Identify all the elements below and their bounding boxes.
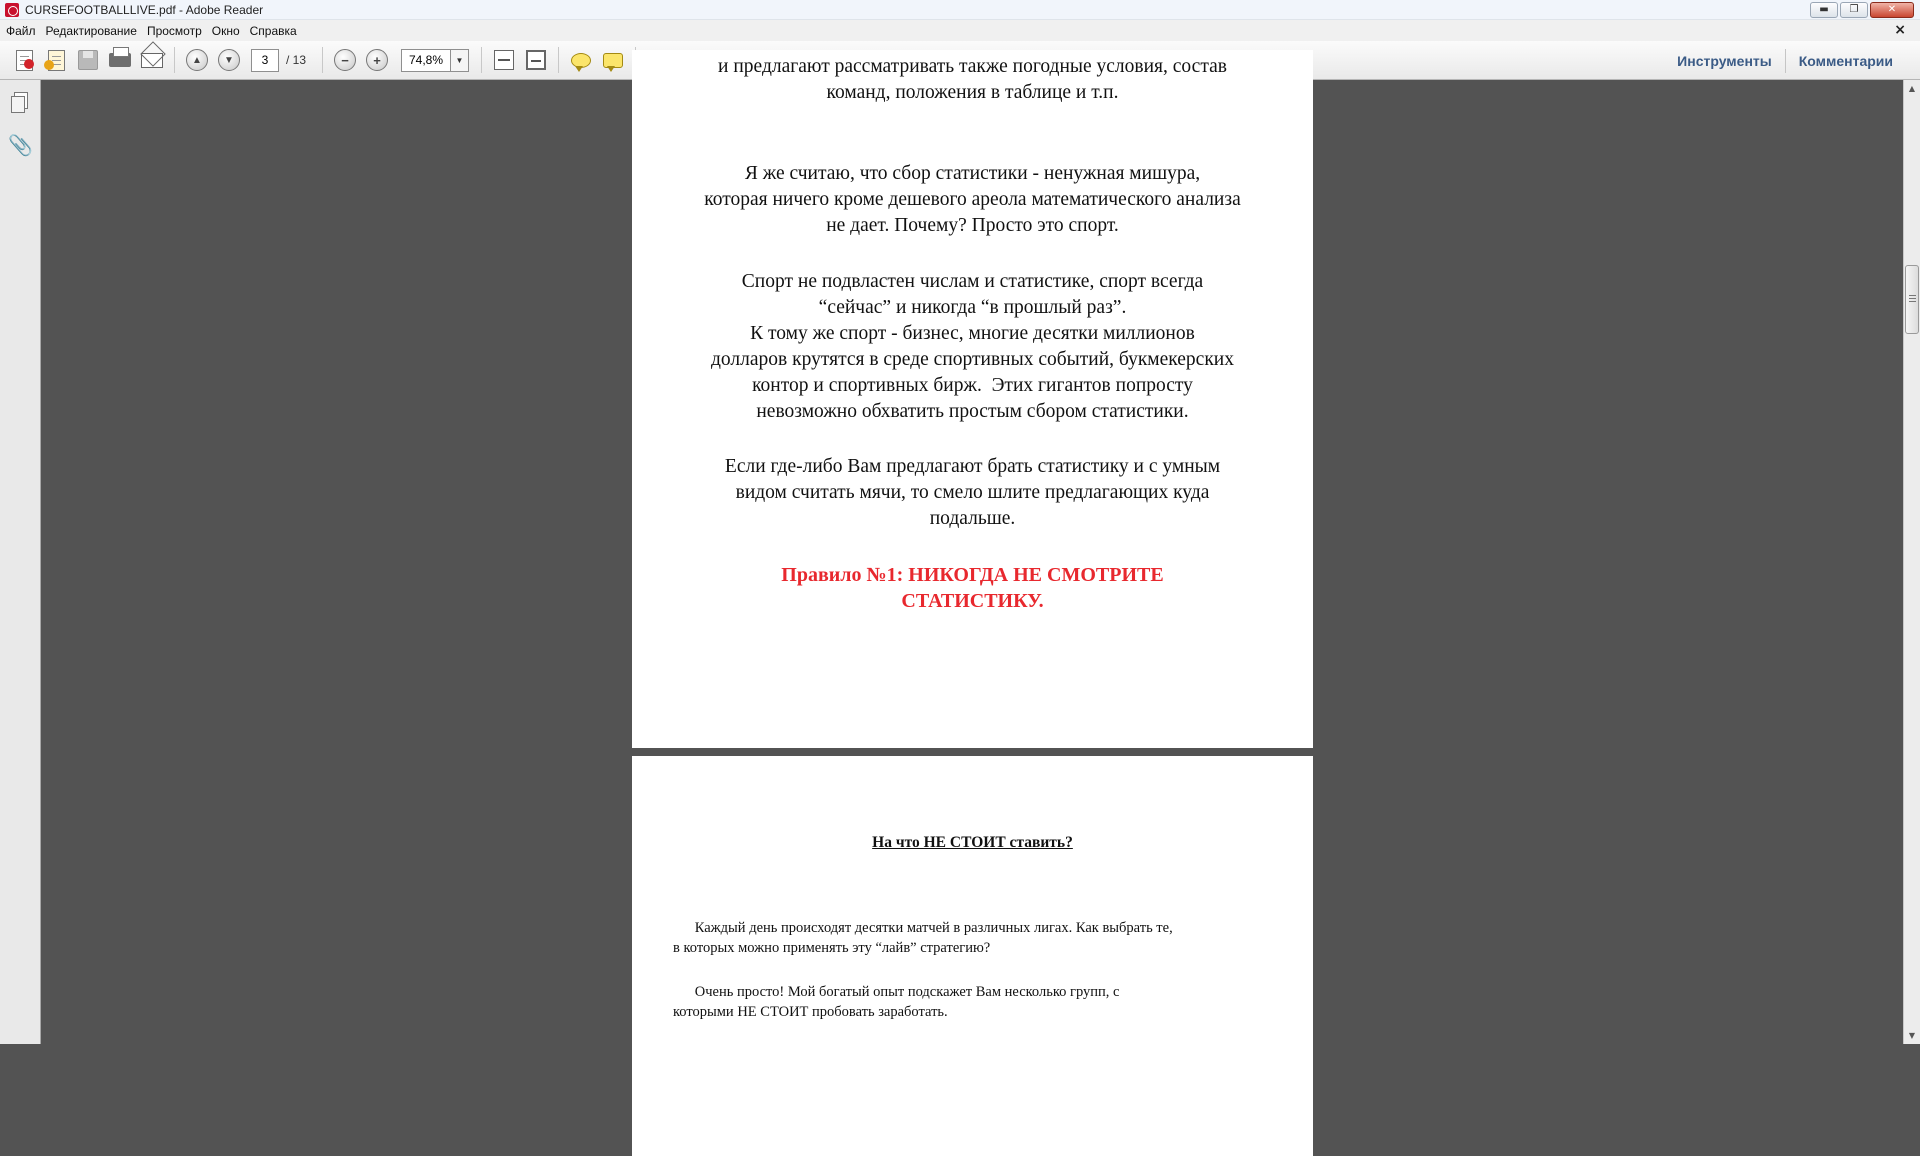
vertical-scrollbar[interactable] (1903, 80, 1920, 1044)
minus-icon: − (334, 49, 356, 71)
folder-badge-icon (44, 60, 54, 70)
title-bar (0, 0, 1920, 20)
page-total: / 13 (286, 53, 307, 67)
paragraph: Я же считаю, что сбор статистики - ненужная мишура, которая ничего кроме дешевого ареола математического анализа не дает. Почему? Просто это спорт. (704, 163, 1241, 236)
arrow-down-icon: ▼ (218, 49, 240, 71)
next-page-button[interactable] (216, 47, 242, 73)
maximize-button[interactable]: ❐ (1840, 2, 1868, 18)
menu-window[interactable]: Окно (211, 23, 240, 38)
right-panel-tabs (1664, 41, 1906, 80)
menu-view[interactable]: Просмотр (146, 23, 202, 38)
zoom-in-button[interactable] (364, 47, 390, 73)
scroll-up-arrow-icon[interactable]: ▲ (1908, 84, 1916, 93)
highlight-pen-icon (603, 53, 623, 68)
minimize-button[interactable]: ▬ (1810, 2, 1838, 18)
printer-icon (109, 53, 131, 67)
toolbar-separator (558, 47, 559, 73)
zoom-input[interactable]: 74,8% (401, 49, 451, 72)
tab-tools[interactable]: Инструменты (1677, 52, 1772, 69)
scroll-mode-button[interactable] (491, 47, 517, 73)
section-heading: На что НЕ СТОИТ ставить? (872, 834, 1073, 851)
fit-page-button[interactable] (523, 47, 549, 73)
tab-comments[interactable]: Комментарии (1798, 52, 1893, 69)
paragraph: Каждый день происходят десятки матчей в различных лигах. Как выбрать те, в которых можно применять эту “лайв” стратегию? (673, 920, 1173, 956)
create-pdf-button[interactable] (11, 47, 37, 73)
toolbar-separator (174, 47, 175, 73)
page-thumbnails-icon[interactable] (8, 90, 32, 114)
email-button[interactable] (139, 47, 165, 73)
arrow-up-icon: ▲ (186, 49, 208, 71)
plus-icon: + (366, 49, 388, 71)
paragraph: Очень просто! Мой богатый опыт подскажет Вам несколько групп, с которыми НЕ СТОИТ пробовать заработать. (673, 984, 1120, 1020)
pdf-page-4 (632, 756, 1313, 1156)
print-button[interactable] (107, 47, 133, 73)
close-document-icon[interactable]: × (1894, 22, 1906, 38)
close-button[interactable]: ✕ (1870, 2, 1914, 18)
toolbar-separator (322, 47, 323, 73)
fit-width-icon (494, 50, 514, 70)
paragraph: Если где-либо Вам предлагают брать статистику и с умным видом считать мячи, то смело шлите предлагающих куда подальше. (724, 456, 1221, 529)
menu-edit[interactable]: Редактирование (45, 23, 137, 38)
scrollbar-thumb[interactable] (1905, 265, 1919, 334)
paragraph: и предлагают рассматривать также погодные условия, состав команд, положения в таблице и т.п. (718, 56, 1227, 103)
envelope-icon (141, 53, 163, 68)
chevron-down-icon[interactable]: ▼ (451, 49, 469, 72)
create-badge-icon (24, 59, 34, 69)
save-button[interactable] (75, 47, 101, 73)
paragraph: Спорт не подвластен числам и статистике, спорт всегда “сейчас” и никогда “в прошлый раз”. К тому же спорт - бизнес, многие десятки миллионов долларов крутятся в среде спортивных событий, букмекерских контор и спортивных бирж. Этих гигантов попросту невозможно обхватить простым сбором статистики. (711, 271, 1234, 422)
comment-bubble-icon (571, 53, 591, 68)
page-number-input[interactable]: 3 (251, 49, 279, 72)
menu-bar (0, 20, 1920, 41)
zoom-select[interactable] (401, 49, 469, 72)
adobe-reader-icon (5, 3, 19, 17)
fit-page-icon (526, 50, 546, 70)
toolbar-separator (481, 47, 482, 73)
attachments-paperclip-icon[interactable]: 📎 (8, 135, 33, 157)
zoom-out-button[interactable] (332, 47, 358, 73)
open-button[interactable] (43, 47, 69, 73)
save-disk-icon (78, 50, 98, 70)
highlight-button[interactable] (600, 47, 626, 73)
rule-heading: Правило №1: НИКОГДА НЕ СМОТРИТЕ СТАТИСТИКУ. (781, 564, 1164, 612)
menu-help[interactable]: Справка (249, 23, 297, 38)
scroll-down-arrow-icon[interactable]: ▼ (1908, 1031, 1916, 1040)
navigation-panel (0, 80, 41, 1044)
window-controls (1810, 2, 1914, 18)
add-comment-button[interactable] (568, 47, 594, 73)
window-title: CURSEFOOTBALLLIVE.pdf - Adobe Reader (25, 2, 264, 17)
previous-page-button[interactable] (184, 47, 210, 73)
pdf-page-3 (632, 50, 1313, 748)
menu-file[interactable]: Файл (6, 23, 36, 38)
